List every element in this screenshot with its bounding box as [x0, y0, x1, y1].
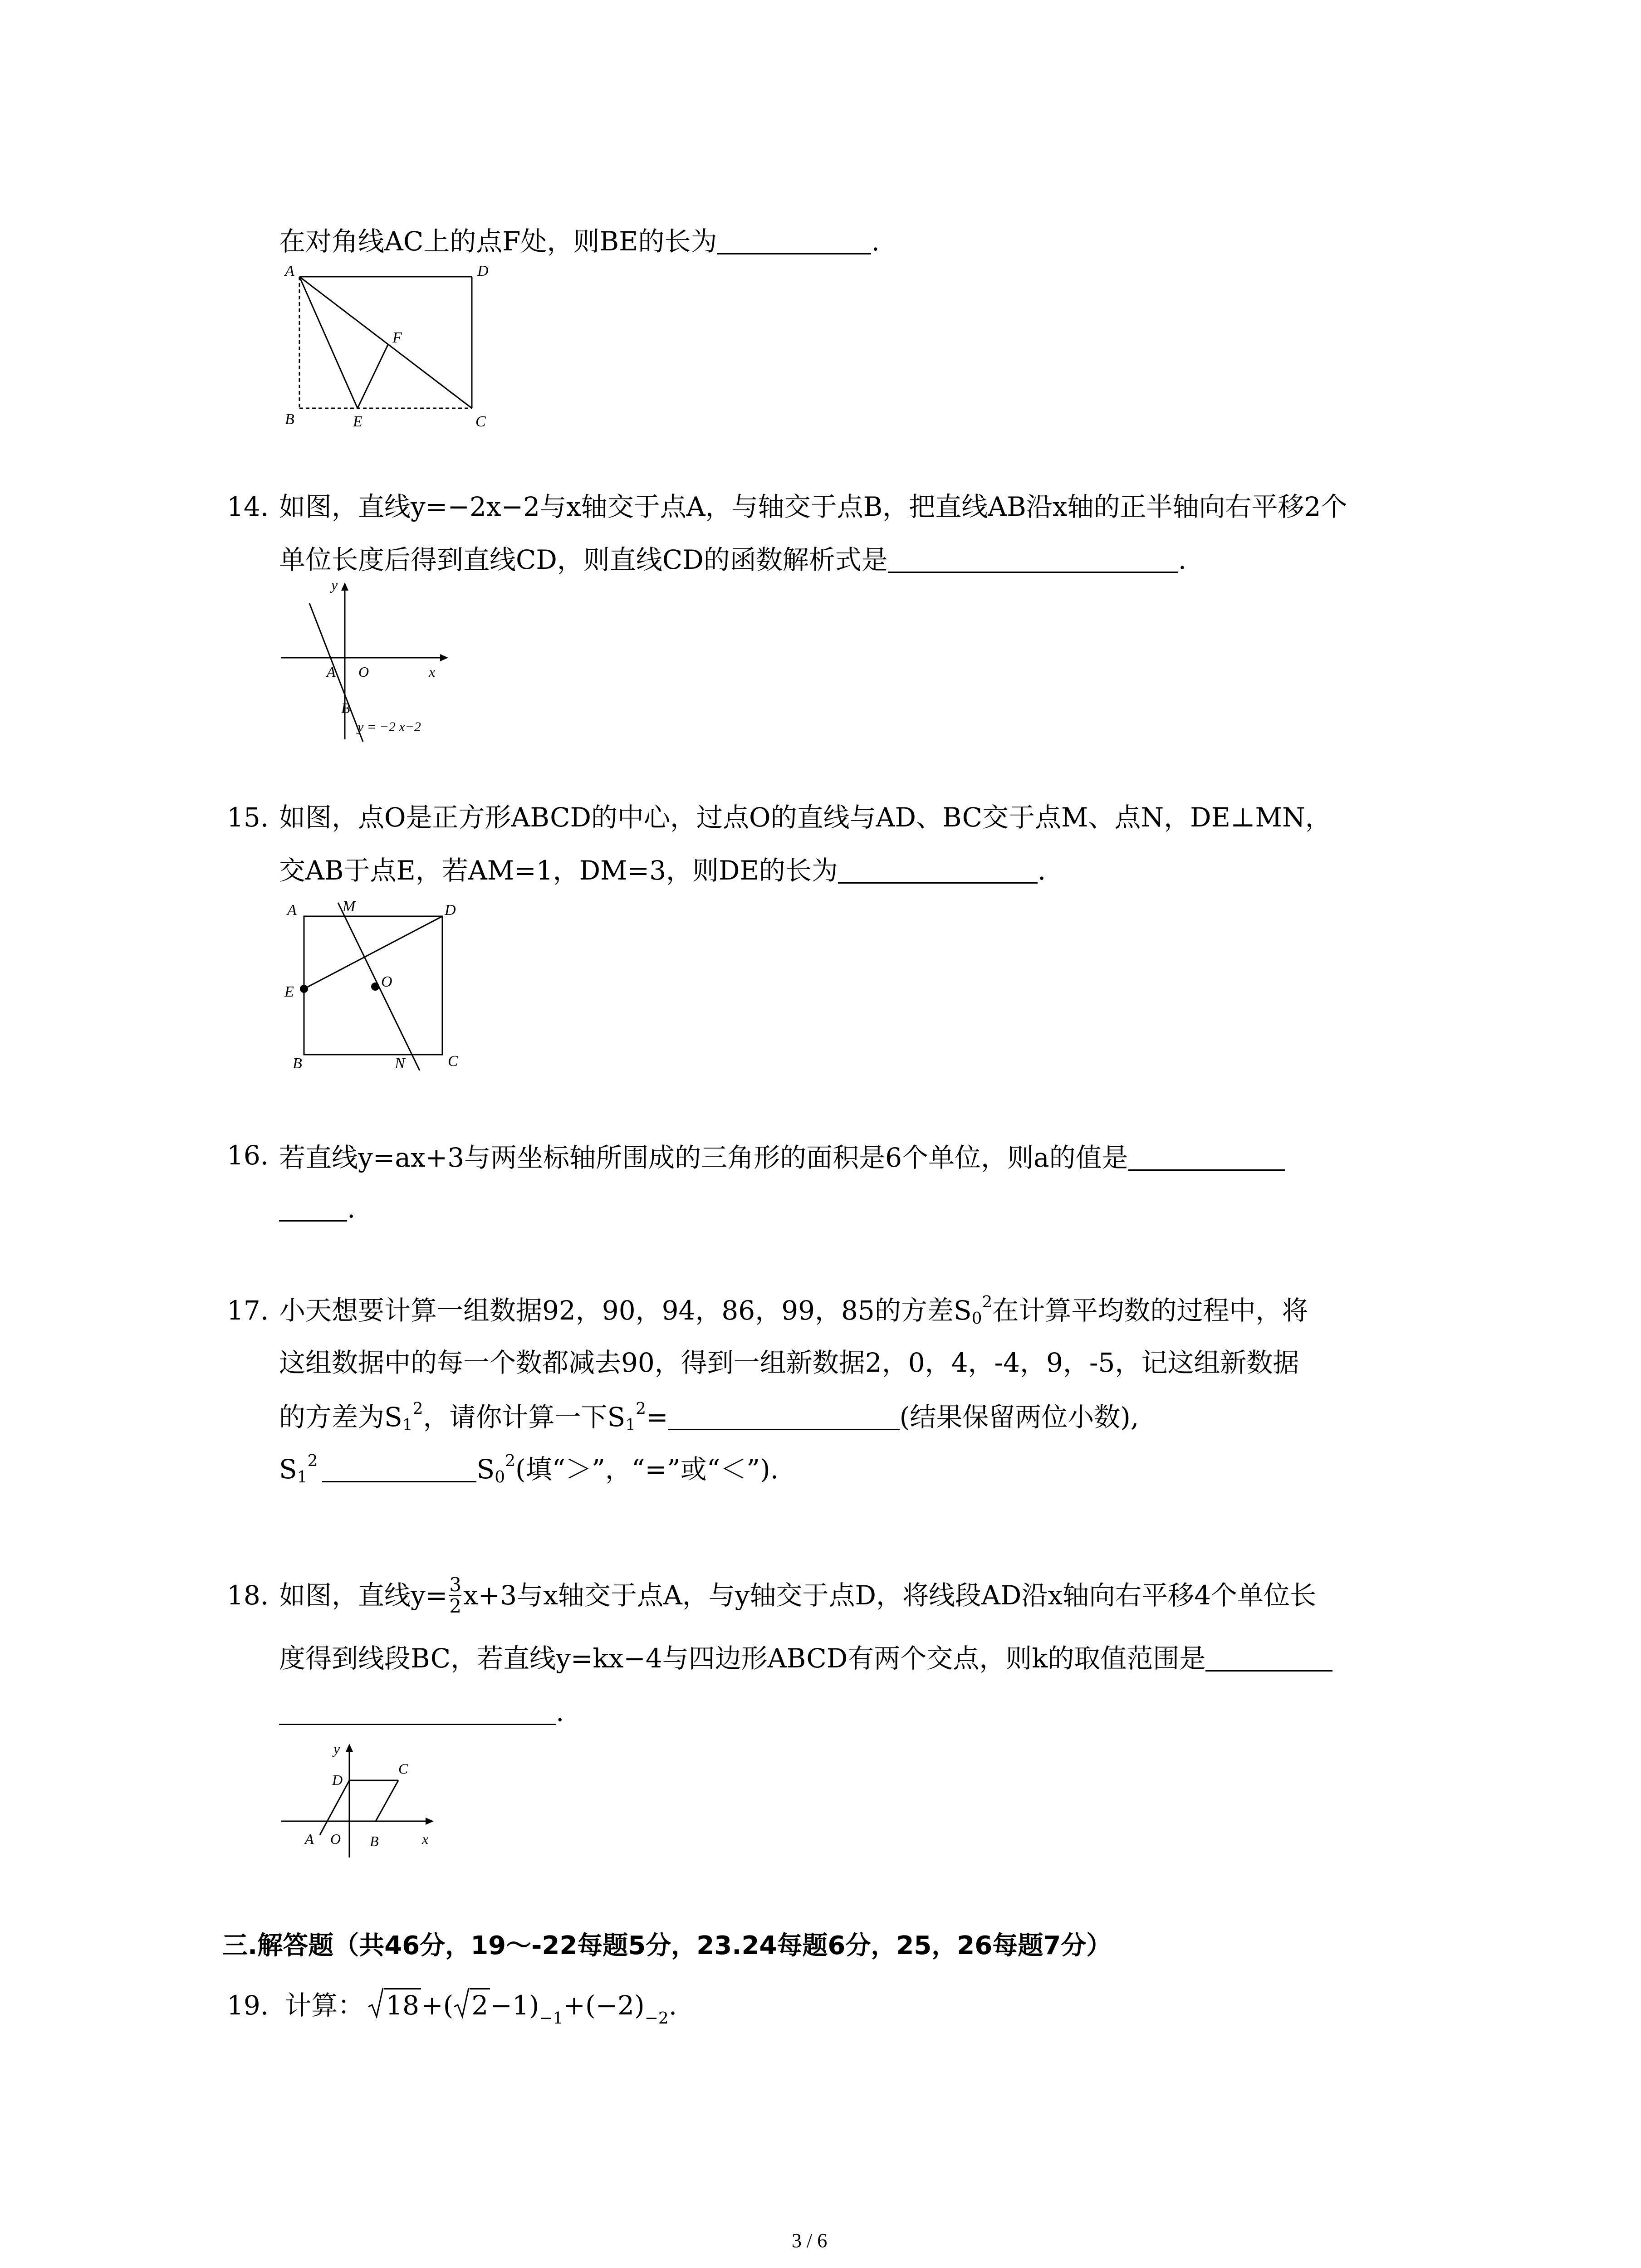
q17-line3 [279, 1399, 1139, 1434]
q15-number: 15. [227, 802, 269, 833]
q13-continuation [279, 226, 880, 257]
q14-number: 14. [227, 491, 269, 522]
q18-line3 [279, 1696, 564, 1725]
q16-line2 [279, 1193, 355, 1222]
q15-period: . [1037, 855, 1046, 886]
q17-s0-subscript: 0 [971, 1309, 982, 1328]
q18-number: 18. [227, 1580, 269, 1611]
fig13-label-B: B [285, 411, 294, 428]
q14-line1: 如图，直线y=−2x−2与x轴交于点A，与轴交于点B，把直线AB沿x轴的正半轴向右平移2个 [279, 491, 1347, 522]
q17-line4-s: S [279, 1454, 297, 1485]
q18-line1-text-b: x+3与x轴交于点A，与y轴交于点D，将线段AD沿x轴向右平移4个单位长 [463, 1580, 1317, 1611]
q16-period: . [347, 1193, 356, 1224]
fig13-label-D: D [477, 263, 489, 279]
q17-equals: = [646, 1402, 668, 1432]
q16-answer-blank-1[interactable] [1128, 1142, 1285, 1171]
q19-period: . [668, 1990, 677, 2021]
fig15-label-C: C [448, 1053, 458, 1070]
q17-answer-blank-2[interactable] [322, 1454, 476, 1482]
fig15-label-D: D [445, 902, 456, 919]
q18-period: . [556, 1696, 564, 1727]
radical-sign-icon [453, 1987, 470, 2019]
fig18-label-A: A [305, 1831, 314, 1847]
fig18-label-D: D [332, 1772, 343, 1788]
fig14-label-O: O [358, 664, 369, 680]
fig18-label-x: x [422, 1831, 429, 1847]
fig14-label-y: y [331, 577, 338, 593]
q14-line2-text: 单位长度后得到直线CD，则直线CD的函数解析式是 [279, 544, 888, 575]
q15-answer-blank[interactable] [838, 855, 1038, 884]
q19-label: 计算： [285, 1990, 364, 2021]
q13-text: 在对角线AC上的点F处，则BE的长为 [279, 226, 717, 257]
q19-radicand-2: 2 [470, 1988, 490, 2019]
fig13-label-C: C [475, 413, 486, 430]
fig13-label-E: E [353, 413, 362, 430]
q19-sqrt-18 [367, 1987, 421, 2019]
q15-line1: 如图，点O是正方形ABCD的中心，过点O的直线与AD、BC交于点M、点N，DE⊥MN， [279, 802, 1332, 833]
q17-line4-sup: 2 [307, 1452, 318, 1471]
q17-s0-superscript: 2 [982, 1293, 993, 1312]
q17-s1-superscript-2: 2 [636, 1399, 646, 1418]
fig14-label-B: B [341, 700, 350, 716]
fig15-label-E: E [284, 983, 294, 1000]
q18-line2-text: 度得到线段BC，若直线y=kx−4与四边形ABCD有两个交点，则k的取值范围是 [279, 1643, 1206, 1674]
q17-line1-text-b: 在计算平均数的过程中，将 [992, 1295, 1308, 1326]
q18-answer-blank-2[interactable] [279, 1696, 556, 1725]
q17-line4 [279, 1452, 779, 1486]
q17-line4-text-c: (填“＞”，“=”或“＜”). [515, 1454, 779, 1485]
q18-line1-text-a: 如图，直线y= [279, 1580, 448, 1611]
q17-answer-blank-1[interactable] [668, 1402, 900, 1430]
q14-figure [272, 576, 463, 744]
q14-answer-blank[interactable] [888, 544, 1178, 573]
fig15-label-B: B [293, 1055, 302, 1072]
q19-number: 19. [227, 1990, 269, 2021]
q17-s1-subscript: 1 [402, 1415, 413, 1434]
fig14-label-A: A [327, 664, 336, 680]
q17-line3-text-b: ，请你计算一下S [423, 1402, 626, 1432]
q19-line: 19. 计算： 18 +( 2 −1) −1 +(−2) −2 . [227, 1982, 677, 2019]
page-number: 3 / 6 [792, 2229, 828, 2252]
q19-sqrt-2 [453, 1987, 490, 2019]
fig18-label-B: B [370, 1833, 379, 1849]
fig15-label-O: O [381, 973, 392, 990]
fig15-label-N: N [395, 1055, 405, 1072]
q14-period: . [1178, 544, 1187, 575]
q17-s1-subscript-2: 1 [625, 1415, 636, 1434]
section-3-heading: 三.解答题（共46分，19～-22每题5分，23.24每题6分，25，26每题7分） [222, 1931, 1112, 1960]
q17-line2: 这组数据中的每一个数都减去90，得到一组新数据2，0，4，-4，9，-5，记这组新数据 [279, 1347, 1299, 1378]
q13-period: . [871, 226, 880, 257]
q17-line4-sub2: 0 [495, 1467, 505, 1486]
fig18-label-C: C [398, 1760, 408, 1777]
q18-fraction [449, 1575, 461, 1616]
q17-number: 17. [227, 1295, 269, 1326]
q19-radicand-1: 18 [384, 1988, 421, 2019]
q17-line3-text-d: (结果保留两位小数), [899, 1402, 1139, 1432]
fig18-label-O: O [330, 1831, 341, 1847]
q18-frac-den: 2 [449, 1594, 461, 1617]
q16-line1 [279, 1142, 1285, 1171]
q17-line4-sup2: 2 [505, 1452, 515, 1471]
q16-number: 16. [227, 1140, 269, 1171]
q16-answer-blank-2[interactable] [279, 1193, 347, 1222]
q17-line4-sub: 1 [297, 1467, 308, 1486]
q15-line2-text: 交AB于点E，若AM=1，DM=3，则DE的长为 [279, 855, 838, 886]
q18-line2 [279, 1643, 1332, 1672]
fig13-label-F: F [392, 329, 402, 346]
q17-line1-text-a: 小天想要计算一组数据92，90，94，86，99，85的方差S [279, 1295, 972, 1326]
q16-line1-text: 若直线y=ax+3与两坐标轴所围成的三角形的面积是6个单位，则a的值是 [279, 1142, 1128, 1173]
q17-line4-s2: S [476, 1454, 495, 1485]
q19-part-2: −1) [490, 1990, 539, 2021]
fig14-label-x: x [429, 664, 436, 680]
q17-line1 [279, 1293, 1308, 1328]
q17-line3-text-a: 的方差为S [279, 1402, 402, 1432]
q13-answer-blank[interactable] [717, 226, 871, 254]
q18-frac-num: 3 [449, 1573, 461, 1596]
q19-part-1: +( [421, 1990, 454, 2021]
fig15-label-M: M [343, 898, 356, 915]
fig13-label-A: A [285, 263, 294, 279]
fig14-line-label: y = −2 x−2 [358, 719, 421, 734]
q13-figure [281, 263, 508, 435]
q15-figure [279, 896, 479, 1077]
fig15-label-A: A [287, 902, 297, 919]
q17-s1-superscript: 2 [412, 1399, 423, 1418]
q18-answer-blank-1[interactable] [1205, 1643, 1332, 1672]
radical-sign-icon [367, 1987, 384, 2019]
fig18-label-y: y [333, 1742, 340, 1757]
q18-figure [277, 1742, 449, 1860]
q15-line2 [279, 855, 1046, 884]
q14-line2 [279, 544, 1186, 573]
q18-line1 [279, 1570, 1316, 1620]
q19-part-3: +(−2) [563, 1990, 645, 2021]
